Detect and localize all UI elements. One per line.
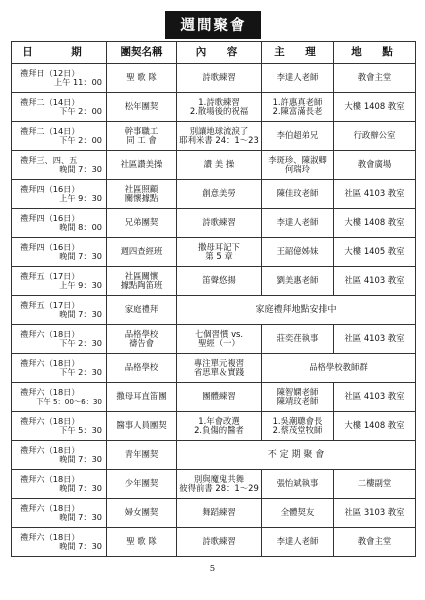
place-cell: 社區 3103 教室 [334, 499, 416, 528]
header-leader: 主 理 [262, 42, 334, 64]
date-cell: 禮拜三、四、五 晚間 7：30 [12, 151, 107, 180]
leader-cell: 張怡斌執事 [262, 470, 334, 499]
content-cell: 團體練習 [177, 383, 262, 412]
content-cell: 1.年會改選 2.負傷的醫者 [177, 412, 262, 441]
group-cell: 社區關懷 據點陶笛班 [107, 267, 177, 296]
table-row [12, 64, 416, 93]
table-row [12, 267, 416, 296]
date-cell: 禮拜二（14日） 下午 2：00 [12, 93, 107, 122]
leader-cell: 王韶億姊妹 [262, 238, 334, 267]
table-header-row [12, 42, 416, 64]
group-cell: 社區讚美操 [107, 151, 177, 180]
leader-place-cell: 品格學校教師群 [262, 354, 416, 383]
place-cell: 社區 4103 教室 [334, 267, 416, 296]
group-cell: 品格學校 禱告會 [107, 325, 177, 354]
date-cell: 禮拜四（16日） 晚間 8：00 [12, 209, 107, 238]
leader-cell: 全體契友 [262, 499, 334, 528]
group-cell: 社區照顧 關懷據點 [107, 180, 177, 209]
content-cell: 舞蹈練習 [177, 499, 262, 528]
content-cell: 撒母耳記下 第 5 章 [177, 238, 262, 267]
group-cell: 幹事職工 同 工 會 [107, 122, 177, 151]
content-cell: 笛聲悠揚 [177, 267, 262, 296]
header-group: 團契名稱 [107, 42, 177, 64]
date-cell: 禮拜六（18日） 下午 5：30 [12, 412, 107, 441]
table-row [12, 93, 416, 122]
table-row [12, 180, 416, 209]
date-cell: 禮拜五（17日） 晚間 7：30 [12, 296, 107, 325]
table-row [12, 499, 416, 528]
place-cell: 教會廣場 [334, 151, 416, 180]
table-row [12, 354, 416, 383]
content-cell: 專注單元複習 省思單＆實踐 [177, 354, 262, 383]
content-cell: 別讓地球流淚了 耶利米書 24：1～23 [177, 122, 262, 151]
place-cell: 社區 4103 教室 [334, 325, 416, 354]
header-date: 日 期 [12, 42, 107, 64]
place-cell: 社區 4103 教室 [334, 180, 416, 209]
content-cell: 讚 美 操 [177, 151, 262, 180]
date-cell: 禮拜二（14日） 下午 2：00 [12, 122, 107, 151]
place-cell: 大樓 1408 教室 [334, 412, 416, 441]
content-cell: 詩歌練習 [177, 209, 262, 238]
header-content: 內 容 [177, 42, 262, 64]
date-cell: 禮拜六（18日） 晚間 7：30 [12, 441, 107, 470]
leader-cell: 陳佳玟老師 [262, 180, 334, 209]
place-cell: 教會主堂 [334, 64, 416, 93]
group-cell: 醫事人員團契 [107, 412, 177, 441]
merged-cell: 家庭禮拜地點安排中 [177, 296, 416, 325]
table-row [12, 325, 416, 354]
table-row [12, 122, 416, 151]
date-cell: 禮拜四（16日） 晚間 7：30 [12, 238, 107, 267]
table-row [12, 470, 416, 499]
table-row [12, 151, 416, 180]
table-row [12, 528, 416, 557]
group-cell: 兄弟團契 [107, 209, 177, 238]
leader-cell: 李伯超弟兄 [262, 122, 334, 151]
date-cell: 禮拜六（18日） 下午 2：30 [12, 325, 107, 354]
weekly-schedule-table [11, 41, 416, 557]
place-cell: 二樓副堂 [334, 470, 416, 499]
place-cell: 大樓 1405 教室 [334, 238, 416, 267]
group-cell: 松年團契 [107, 93, 177, 122]
table-row [12, 412, 416, 441]
date-cell: 禮拜六（18日） 下午 5：00～6：30 [12, 383, 107, 412]
content-cell: 詩歌練習 [177, 528, 262, 557]
leader-cell: 1.許惠真老師 2.陳富滿長老 [262, 93, 334, 122]
date-cell: 禮拜六（18日） 晚間 7：30 [12, 470, 107, 499]
leader-cell: 李達人老師 [262, 64, 334, 93]
header-place: 地 點 [334, 42, 416, 64]
group-cell: 家庭禮拜 [107, 296, 177, 325]
leader-cell: 劉美惠老師 [262, 267, 334, 296]
page-number: 5 [209, 564, 216, 574]
group-cell: 青年團契 [107, 441, 177, 470]
page-title: 週間聚會 [165, 11, 261, 39]
group-cell: 聖 歌 隊 [107, 64, 177, 93]
date-cell: 禮拜日（12日） 上午 11：00 [12, 64, 107, 93]
table-row [12, 238, 416, 267]
place-cell: 大樓 1408 教室 [334, 93, 416, 122]
group-cell: 婦女團契 [107, 499, 177, 528]
leader-cell: 1.吳潮聰會長 2.蔡茂堂牧師 [262, 412, 334, 441]
group-cell: 品格學校 [107, 354, 177, 383]
date-cell: 禮拜六（18日） 下午 2：30 [12, 354, 107, 383]
place-cell: 社區 4103 教室 [334, 383, 416, 412]
date-cell: 禮拜四（16日） 上午 9：30 [12, 180, 107, 209]
group-cell: 少年團契 [107, 470, 177, 499]
table-row [12, 383, 416, 412]
leader-cell: 李斑珍、陳淑卿 何瑞玲 [262, 151, 334, 180]
merged-cell: 不 定 期 聚 會 [177, 441, 416, 470]
date-cell: 禮拜六（18日） 晚間 7：30 [12, 499, 107, 528]
table-row [12, 296, 416, 325]
place-cell: 大樓 1408 教室 [334, 209, 416, 238]
content-cell: 別與魔鬼共舞 彼得前書 28：1～29 [177, 470, 262, 499]
content-cell: 七個習慣 vs. 聖經（一） [177, 325, 262, 354]
leader-cell: 李達人老師 [262, 209, 334, 238]
group-cell: 聖 歌 隊 [107, 528, 177, 557]
table-row [12, 441, 416, 470]
place-cell: 教會主堂 [334, 528, 416, 557]
content-cell: 1.詩歌練習 2.散場後的祝福 [177, 93, 262, 122]
place-cell: 行政辦公室 [334, 122, 416, 151]
group-cell: 週四查經班 [107, 238, 177, 267]
leader-cell: 莊奕荏執事 [262, 325, 334, 354]
date-cell: 禮拜五（17日） 上午 9：30 [12, 267, 107, 296]
leader-cell: 李達人老師 [262, 528, 334, 557]
content-cell: 詩歌練習 [177, 64, 262, 93]
date-cell: 禮拜六（18日） 晚間 7：30 [12, 528, 107, 557]
content-cell: 創意美勞 [177, 180, 262, 209]
group-cell: 撒母耳直笛團 [107, 383, 177, 412]
table-row [12, 209, 416, 238]
leader-cell: 陳智嫻老師 陳靖玟老師 [262, 383, 334, 412]
